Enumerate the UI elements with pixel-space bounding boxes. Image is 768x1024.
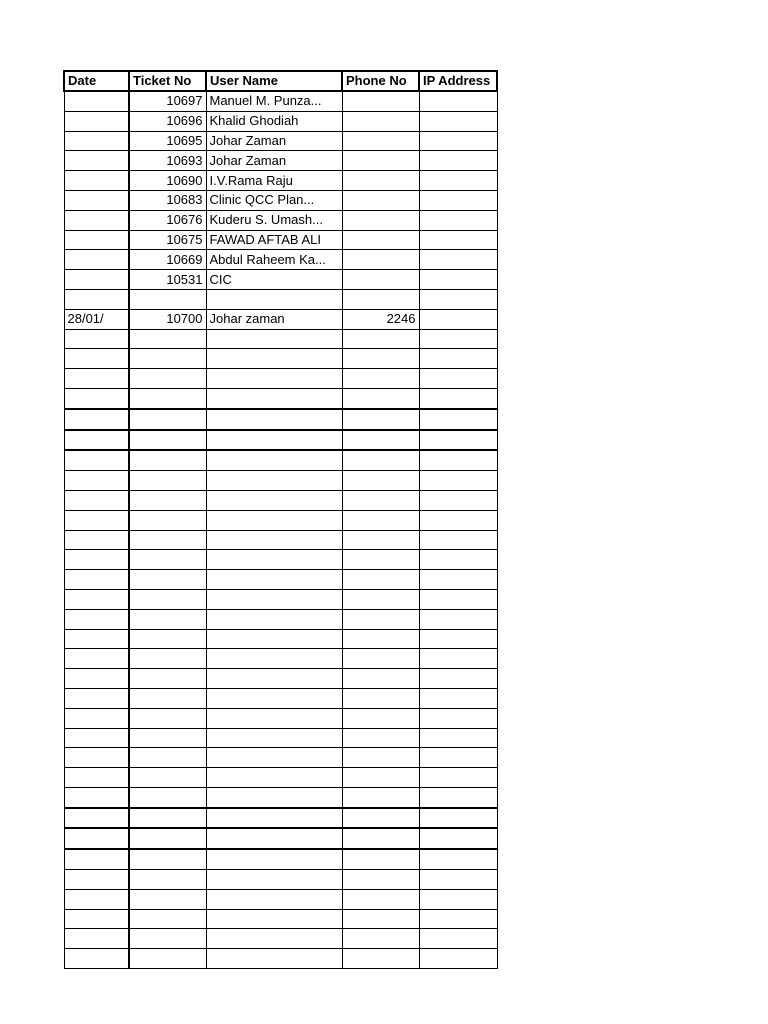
cell-date — [64, 629, 129, 649]
table-row — [64, 409, 497, 430]
cell-ip-address — [419, 510, 497, 530]
cell-ip-address — [419, 768, 497, 788]
cell-phone-no — [342, 728, 419, 748]
cell-ticket-no — [129, 870, 206, 890]
cell-user-name — [206, 409, 342, 430]
cell-ip-address — [419, 369, 497, 389]
cell-phone-no — [342, 649, 419, 669]
cell-ip-address — [419, 388, 497, 408]
cell-ip-address — [419, 131, 497, 151]
cell-date — [64, 808, 129, 829]
cell-phone-no — [342, 349, 419, 369]
cell-phone-no — [342, 409, 419, 430]
cell-ip-address — [419, 329, 497, 349]
cell-ip-address — [419, 289, 497, 309]
cell-ticket-no — [129, 828, 206, 849]
cell-ticket-no — [129, 329, 206, 349]
cell-ticket-no: 10696 — [129, 111, 206, 131]
cell-ticket-no — [129, 609, 206, 629]
table-row — [64, 669, 497, 689]
cell-user-name — [206, 688, 342, 708]
cell-phone-no — [342, 91, 419, 111]
cell-ip-address — [419, 151, 497, 171]
table-row — [64, 889, 497, 909]
cell-ticket-no — [129, 708, 206, 728]
cell-phone-no — [342, 530, 419, 550]
cell-ticket-no — [129, 471, 206, 491]
cell-phone-no — [342, 111, 419, 131]
cell-ticket-no — [129, 430, 206, 451]
cell-ip-address — [419, 688, 497, 708]
cell-ticket-no — [129, 748, 206, 768]
cell-ticket-no — [129, 550, 206, 570]
cell-ticket-no: 10531 — [129, 270, 206, 290]
cell-ticket-no — [129, 649, 206, 669]
table-row — [64, 131, 497, 151]
cell-user-name: Abdul Raheem Ka... — [206, 250, 342, 270]
cell-user-name — [206, 849, 342, 869]
cell-date — [64, 669, 129, 689]
table-row — [64, 870, 497, 890]
cell-date — [64, 289, 129, 309]
cell-phone-no — [342, 151, 419, 171]
cell-date — [64, 889, 129, 909]
cell-phone-no — [342, 708, 419, 728]
cell-ip-address — [419, 808, 497, 829]
cell-ticket-no — [129, 510, 206, 530]
cell-ip-address — [419, 870, 497, 890]
table-row — [64, 270, 497, 290]
cell-ip-address — [419, 629, 497, 649]
cell-date — [64, 828, 129, 849]
cell-user-name: CIC — [206, 270, 342, 290]
cell-user-name — [206, 388, 342, 408]
cell-date — [64, 909, 129, 929]
table-row — [64, 111, 497, 131]
cell-user-name — [206, 929, 342, 949]
cell-phone-no — [342, 609, 419, 629]
cell-date — [64, 849, 129, 869]
table-row — [64, 708, 497, 728]
cell-user-name — [206, 589, 342, 609]
table-row — [64, 949, 497, 969]
cell-ip-address — [419, 728, 497, 748]
cell-ip-address — [419, 589, 497, 609]
table-row — [64, 91, 497, 111]
cell-ticket-no — [129, 409, 206, 430]
cell-date — [64, 708, 129, 728]
table-row — [64, 151, 497, 171]
cell-user-name — [206, 768, 342, 788]
table-row — [64, 289, 497, 309]
cell-user-name — [206, 430, 342, 451]
cell-ticket-no: 10683 — [129, 190, 206, 210]
cell-user-name — [206, 570, 342, 590]
cell-ticket-no: 10700 — [129, 309, 206, 329]
cell-phone-no — [342, 210, 419, 230]
cell-ip-address — [419, 949, 497, 969]
cell-user-name — [206, 909, 342, 929]
table-row — [64, 388, 497, 408]
cell-date — [64, 649, 129, 669]
table-row — [64, 230, 497, 250]
cell-user-name: Johar Zaman — [206, 151, 342, 171]
cell-user-name — [206, 808, 342, 829]
cell-ip-address — [419, 490, 497, 510]
table-row — [64, 748, 497, 768]
cell-user-name: Johar Zaman — [206, 131, 342, 151]
cell-date — [64, 949, 129, 969]
cell-ticket-no: 10676 — [129, 210, 206, 230]
cell-ip-address — [419, 669, 497, 689]
cell-phone-no — [342, 450, 419, 470]
column-header-user-name: User Name — [206, 71, 342, 91]
cell-date — [64, 728, 129, 748]
cell-date — [64, 270, 129, 290]
cell-date — [64, 91, 129, 111]
table-row — [64, 510, 497, 530]
cell-ticket-no — [129, 629, 206, 649]
cell-ip-address — [419, 609, 497, 629]
cell-phone-no — [342, 510, 419, 530]
cell-user-name — [206, 748, 342, 768]
cell-ip-address — [419, 787, 497, 807]
cell-user-name — [206, 329, 342, 349]
table-row — [64, 909, 497, 929]
cell-ticket-no: 10695 — [129, 131, 206, 151]
table-row — [64, 570, 497, 590]
cell-phone-no — [342, 929, 419, 949]
table-row — [64, 550, 497, 570]
cell-user-name — [206, 728, 342, 748]
cell-user-name — [206, 550, 342, 570]
cell-ip-address — [419, 909, 497, 929]
cell-user-name — [206, 349, 342, 369]
cell-phone-no — [342, 171, 419, 191]
cell-ticket-no — [129, 289, 206, 309]
cell-phone-no — [342, 570, 419, 590]
cell-user-name — [206, 949, 342, 969]
table-row — [64, 629, 497, 649]
table-row — [64, 589, 497, 609]
cell-phone-no — [342, 768, 419, 788]
cell-date — [64, 550, 129, 570]
cell-ticket-no — [129, 768, 206, 788]
cell-date — [64, 530, 129, 550]
table-body — [64, 91, 497, 969]
table-row — [64, 250, 497, 270]
column-header-ticket-no: Ticket No — [129, 71, 206, 91]
table-row — [64, 609, 497, 629]
cell-ticket-no — [129, 570, 206, 590]
cell-phone-no — [342, 669, 419, 689]
table-row — [64, 787, 497, 807]
table-row — [64, 171, 497, 191]
cell-phone-no — [342, 808, 419, 829]
cell-ip-address — [419, 748, 497, 768]
table-row — [64, 828, 497, 849]
cell-ticket-no: 10690 — [129, 171, 206, 191]
cell-ticket-no: 10697 — [129, 91, 206, 111]
cell-date — [64, 131, 129, 151]
cell-user-name: I.V.Rama Raju — [206, 171, 342, 191]
cell-ticket-no: 10675 — [129, 230, 206, 250]
cell-ip-address — [419, 250, 497, 270]
cell-phone-no — [342, 688, 419, 708]
cell-phone-no — [342, 949, 419, 969]
cell-phone-no — [342, 190, 419, 210]
cell-ticket-no — [129, 849, 206, 869]
cell-ip-address — [419, 349, 497, 369]
table-row — [64, 471, 497, 491]
cell-ip-address — [419, 708, 497, 728]
cell-ticket-no — [129, 808, 206, 829]
cell-phone-no — [342, 909, 419, 929]
cell-ticket-no — [129, 929, 206, 949]
cell-date — [64, 609, 129, 629]
ticket-log-table — [63, 70, 498, 969]
cell-ip-address — [419, 430, 497, 451]
cell-date — [64, 190, 129, 210]
cell-date — [64, 230, 129, 250]
cell-date — [64, 250, 129, 270]
cell-ticket-no — [129, 388, 206, 408]
cell-ip-address — [419, 570, 497, 590]
header-row — [64, 71, 497, 91]
cell-user-name: Kuderu S. Umash... — [206, 210, 342, 230]
table-row — [64, 190, 497, 210]
cell-date — [64, 929, 129, 949]
cell-ip-address — [419, 171, 497, 191]
cell-phone-no — [342, 329, 419, 349]
table-row — [64, 929, 497, 949]
cell-ip-address — [419, 929, 497, 949]
table-row — [64, 309, 497, 329]
cell-date — [64, 210, 129, 230]
cell-ticket-no — [129, 787, 206, 807]
cell-ip-address — [419, 828, 497, 849]
cell-date — [64, 570, 129, 590]
cell-user-name — [206, 828, 342, 849]
cell-ip-address — [419, 471, 497, 491]
cell-phone-no — [342, 270, 419, 290]
cell-date: 28/01/ — [64, 309, 129, 329]
cell-ticket-no — [129, 589, 206, 609]
cell-ip-address — [419, 409, 497, 430]
cell-ticket-no — [129, 688, 206, 708]
table-row — [64, 649, 497, 669]
cell-date — [64, 349, 129, 369]
cell-user-name — [206, 530, 342, 550]
cell-user-name: Manuel M. Punza... — [206, 91, 342, 111]
cell-date — [64, 111, 129, 131]
cell-ticket-no — [129, 728, 206, 748]
cell-date — [64, 787, 129, 807]
cell-phone-no — [342, 430, 419, 451]
cell-phone-no — [342, 787, 419, 807]
cell-phone-no — [342, 131, 419, 151]
cell-user-name — [206, 471, 342, 491]
table-row — [64, 530, 497, 550]
table-row — [64, 210, 497, 230]
cell-ip-address — [419, 450, 497, 470]
cell-ip-address — [419, 210, 497, 230]
table-row — [64, 450, 497, 470]
cell-ip-address — [419, 309, 497, 329]
cell-phone-no — [342, 629, 419, 649]
table-row — [64, 849, 497, 869]
cell-ticket-no — [129, 909, 206, 929]
column-header-ip-address: IP Address — [419, 71, 497, 91]
cell-date — [64, 430, 129, 451]
table-row — [64, 728, 497, 748]
cell-date — [64, 768, 129, 788]
cell-phone-no — [342, 550, 419, 570]
cell-date — [64, 409, 129, 430]
table-row — [64, 688, 497, 708]
cell-user-name — [206, 889, 342, 909]
cell-ticket-no: 10693 — [129, 151, 206, 171]
table-row — [64, 369, 497, 389]
cell-ip-address — [419, 649, 497, 669]
cell-user-name — [206, 609, 342, 629]
cell-ticket-no — [129, 369, 206, 389]
cell-ticket-no — [129, 490, 206, 510]
cell-user-name — [206, 787, 342, 807]
cell-phone-no: 2246 — [342, 309, 419, 329]
cell-ip-address — [419, 530, 497, 550]
cell-date — [64, 450, 129, 470]
column-header-phone-no: Phone No — [342, 71, 419, 91]
cell-phone-no — [342, 471, 419, 491]
cell-user-name — [206, 649, 342, 669]
cell-ticket-no: 10669 — [129, 250, 206, 270]
cell-date — [64, 870, 129, 890]
cell-date — [64, 151, 129, 171]
cell-phone-no — [342, 250, 419, 270]
cell-user-name — [206, 870, 342, 890]
cell-user-name — [206, 510, 342, 530]
cell-phone-no — [342, 889, 419, 909]
cell-ticket-no — [129, 669, 206, 689]
table-row — [64, 808, 497, 829]
cell-phone-no — [342, 849, 419, 869]
cell-phone-no — [342, 369, 419, 389]
cell-date — [64, 490, 129, 510]
cell-phone-no — [342, 230, 419, 250]
table-row — [64, 430, 497, 451]
cell-date — [64, 589, 129, 609]
cell-date — [64, 748, 129, 768]
cell-ticket-no — [129, 949, 206, 969]
cell-date — [64, 688, 129, 708]
cell-phone-no — [342, 490, 419, 510]
column-header-date: Date — [64, 71, 129, 91]
cell-user-name — [206, 490, 342, 510]
cell-ticket-no — [129, 349, 206, 369]
cell-ip-address — [419, 230, 497, 250]
cell-date — [64, 471, 129, 491]
cell-ip-address — [419, 91, 497, 111]
table-row — [64, 490, 497, 510]
cell-phone-no — [342, 870, 419, 890]
cell-user-name — [206, 450, 342, 470]
cell-date — [64, 329, 129, 349]
cell-user-name — [206, 369, 342, 389]
cell-phone-no — [342, 589, 419, 609]
cell-ticket-no — [129, 889, 206, 909]
cell-user-name — [206, 629, 342, 649]
cell-user-name: Johar zaman — [206, 309, 342, 329]
cell-ip-address — [419, 849, 497, 869]
cell-user-name — [206, 708, 342, 728]
table-row — [64, 329, 497, 349]
cell-ip-address — [419, 270, 497, 290]
cell-ip-address — [419, 550, 497, 570]
cell-phone-no — [342, 289, 419, 309]
cell-date — [64, 369, 129, 389]
cell-ip-address — [419, 889, 497, 909]
cell-date — [64, 388, 129, 408]
cell-user-name — [206, 289, 342, 309]
cell-date — [64, 171, 129, 191]
table-row — [64, 768, 497, 788]
cell-user-name — [206, 669, 342, 689]
cell-ip-address — [419, 111, 497, 131]
cell-ticket-no — [129, 530, 206, 550]
cell-user-name: Khalid Ghodiah — [206, 111, 342, 131]
cell-user-name: FAWAD AFTAB ALI — [206, 230, 342, 250]
table-row — [64, 349, 497, 369]
table-header — [64, 71, 497, 91]
cell-ip-address — [419, 190, 497, 210]
cell-ticket-no — [129, 450, 206, 470]
cell-phone-no — [342, 388, 419, 408]
cell-phone-no — [342, 748, 419, 768]
cell-date — [64, 510, 129, 530]
cell-user-name: Clinic QCC Plan... — [206, 190, 342, 210]
cell-phone-no — [342, 828, 419, 849]
